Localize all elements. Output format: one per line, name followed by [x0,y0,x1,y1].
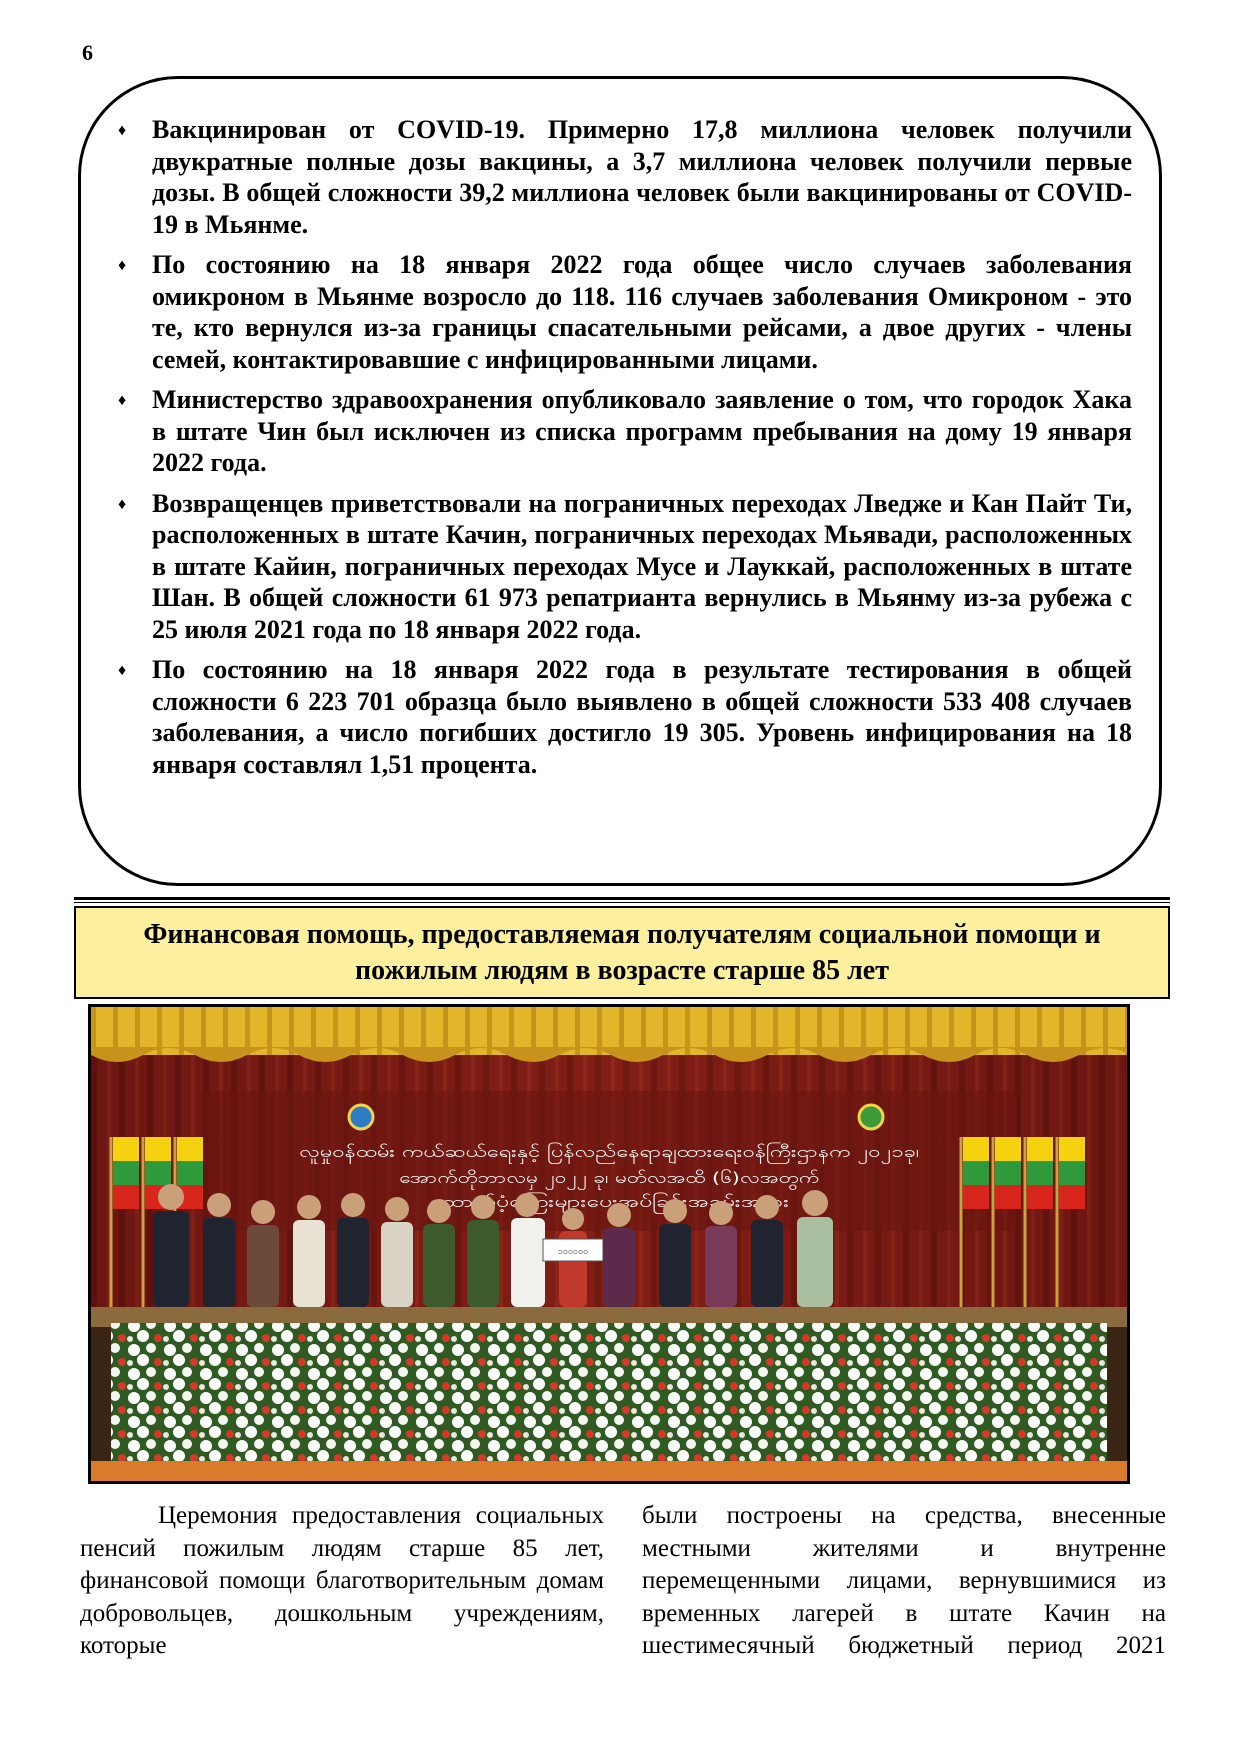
diamond-bullet-icon: ♦ [118,257,127,274]
svg-text:အောက်တိုဘာလမှ ၂၀၂၂ ခု၊ မတ်လအထိ: အောက်တိုဘာလမှ ၂၀၂၂ ခု၊ မတ်လအထိ (၆)လအတွက် [399,1169,703,1187]
ceremony-photo-illustration [91,1007,1127,1481]
bullet-text: По состоянию на 18 января 2022 года общее число случаев заболевания омикроном в Мьянме возросло до 118. 116 случаев заболевания Омикроном - это те, кто вернулся из-за границы спасательными рейсами, а двое других - члены семей, контактировавшие с инфицированными лицами. [152,250,1132,374]
bullet-item-returnees [116,488,1132,646]
bullet-item-testing [116,654,1132,780]
ceremony-photo [88,1004,1130,1484]
bullet-item-vaccination [116,114,1132,240]
diamond-bullet-icon: ♦ [118,495,127,513]
svg-text:ထောက်ပံ့ကြေးများပေးအပ်ခြင်းအခမ: ထောက်ပံ့ကြေးများပေးအပ်ခြင်းအခမ်းအနား [429,1193,664,1211]
bullet-text: Вакцинирован от COVID-19. Примерно 17,8 миллиона человек получили двукратные полные дозы вакцины, а 3,7 миллиона человек получили первые дозы. В общей сложности 39,2 миллиона человек были вакцинированы от COVID-19 в Мьянме. [152,115,1132,239]
bullet-text: Возвращенцев приветствовали на пограничных переходах Лведже и Кан Пайт Ти, расположенных в штате Качин, пограничных переходах Мьявади, расположенных в штате Кайин, пограничных переходах Мусе и Лауккай, расположенных в штате Шан. В общей сложности 61 973 репатрианта вернулись в Мьянму из-за рубежа с 25 июля 2021 года по 18 января 2022 года. [152,488,1132,644]
section-heading-text: Финансовая помощь, предоставляемая получателям социальной помощи и пожилым людям в возрасте старше 85 лет [143,918,1101,986]
article-column-left: Церемония предоставления социальных пенсий пожилым людям старше 85 лет, финансовой помощи благотворительным домам добровольцев, дошкольным учреждениям, которые [80,1502,604,1659]
covid-bullet-list [116,114,1132,789]
bullet-text: Министерство здравоохранения опубликовало заявление о том, что городок Хака в штате Чин был исключен из списка программ пребывания на дому 19 января 2022 года. [152,385,1132,477]
diamond-bullet-icon: ♦ [118,122,127,139]
placard-text: ၁၀၀၀၀၀ [557,1247,589,1257]
bullet-item-hakha [116,384,1132,479]
bullet-text: По состоянию на 18 января 2022 года в результате тестирования в общей сложности 6 223 701 образца было выявлено в общей сложности 533 408 случаев заболевания, а число погибших достигло 19 305. Уровень инфицирования на 18 января составлял 1,51 процента. [152,655,1132,779]
article-column-right: были построены на средства, внесенные местными жителями и внутренне перемещенными лицами, вернувшимися из временных лагерей в штате Качин на шестимесячный бюджетный период 2021 [642,1502,1166,1659]
diamond-bullet-icon: ♦ [118,662,127,679]
section-heading [74,906,1170,999]
section-divider [74,897,1170,903]
diamond-bullet-icon: ♦ [118,392,127,409]
page-number: 6 [82,40,93,65]
svg-text:လူမှုဝန်ထမ်း ကယ်ဆယ်ရေးနှင့် ပြ: လူမှုဝန်ထမ်း ကယ်ဆယ်ရေးနှင့် ပြန်လည်နေရာချထားရေးဝန်ကြီးဌာနက ၂၀၂၁ခု၊ [299,1142,753,1161]
bullet-item-omicron [116,249,1132,375]
